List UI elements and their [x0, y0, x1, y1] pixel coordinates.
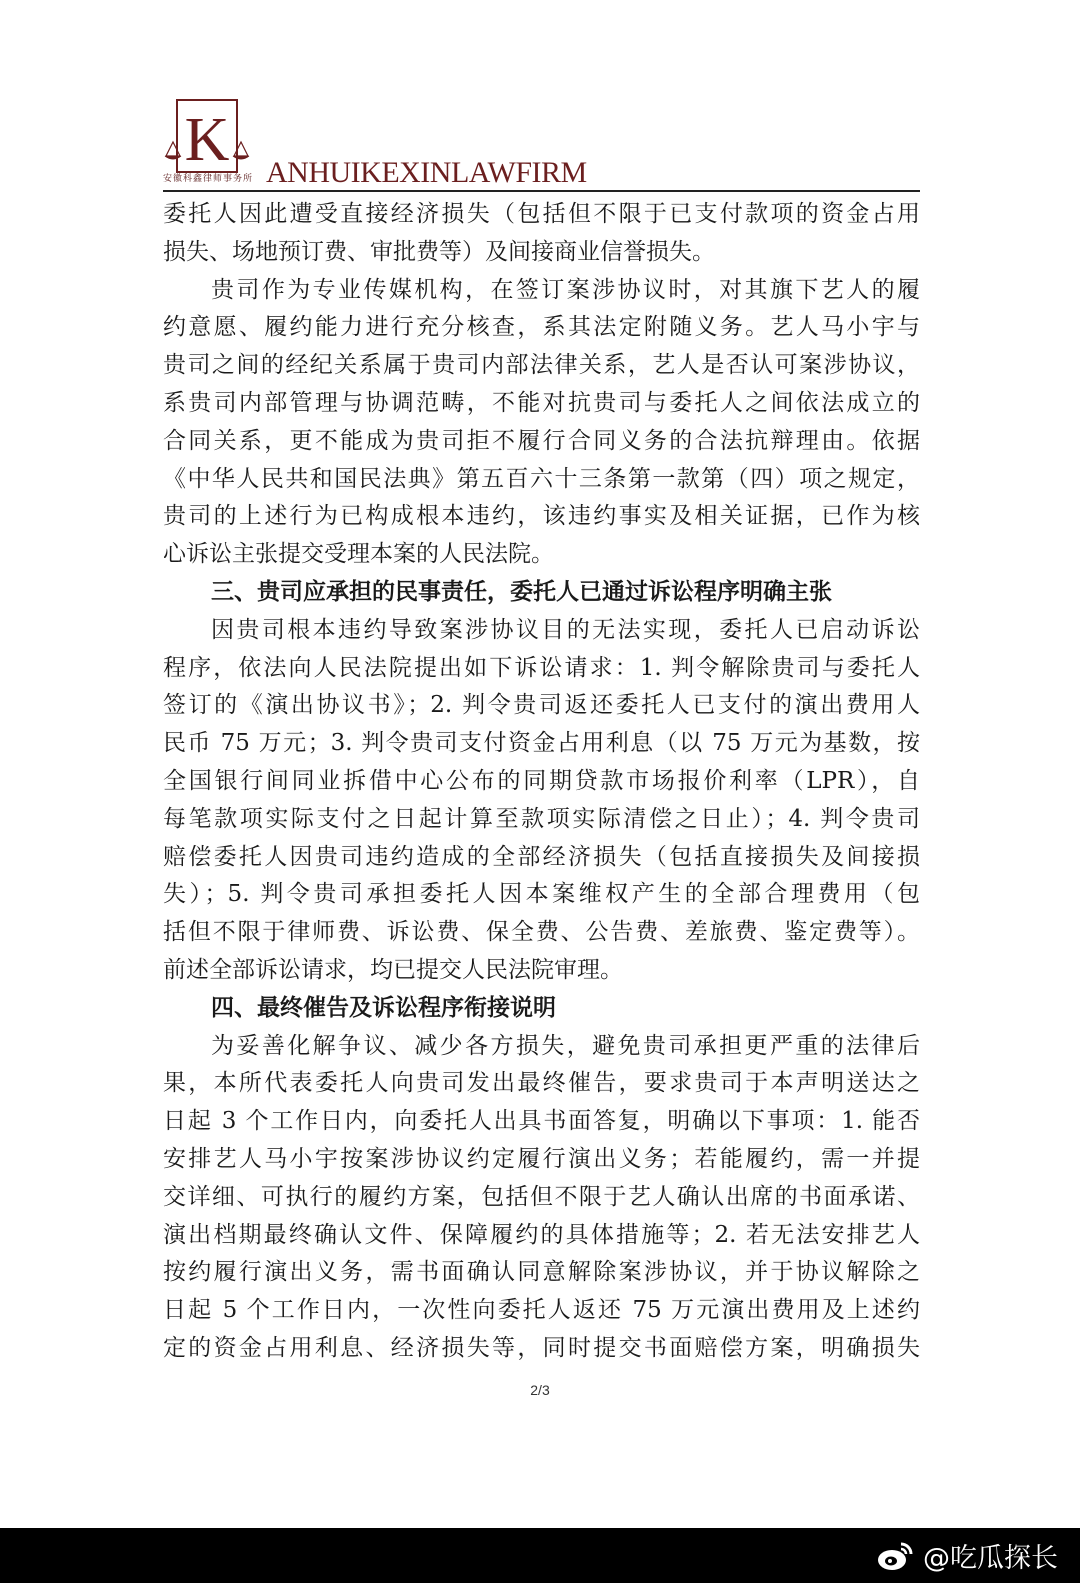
paragraph-4 — [163, 1028, 920, 1368]
text-line: 括但不限于律师费、诉讼费、保全费、公告费、差旅费、鉴定费等）。 — [163, 919, 920, 946]
text-line: 民币 75 万元；3. 判令贵司支付资金占用利息（以 75 万元为基数，按 — [163, 730, 920, 757]
text-line: 程序，依法向人民法院提出如下诉讼请求：1. 判令解除贵司与委托人 — [163, 654, 920, 681]
text-line: 安排艺人马小宇按案涉协议约定履行演出义务；若能履约，需一并提 — [163, 1145, 920, 1172]
text-line: 合同关系，更不能成为贵司拒不履行合同义务的合法抗辩理由。依据 — [163, 427, 920, 454]
text-line: 贵司的上述行为已构成根本违约，该违约事实及相关证据，已作为核 — [163, 503, 920, 530]
text-line: 失）；5. 判令贵司承担委托人因本案维权产生的全部合理费用（包 — [163, 881, 920, 908]
text-line: 系贵司内部管理与协调范畴，不能对抗贵司与委托人之间依法成立的 — [163, 389, 920, 416]
text-line: 签订的《演出协议书》；2. 判令贵司返还委托人已支付的演出费用人 — [163, 692, 920, 719]
weibo-icon — [877, 1540, 915, 1572]
text-line: 约意愿、履约能力进行充分核查，系其法定附随义务。艺人马小宇与 — [163, 314, 920, 341]
watermark-bar — [0, 1528, 1080, 1583]
firm-name-cn: 安徽科鑫律师事务所 — [163, 174, 254, 184]
svg-text:K: K — [184, 106, 230, 174]
text-line: 演出档期最终确认文件、保障履约的具体措施等；2. 若无法安排艺人 — [163, 1221, 920, 1248]
paragraph-3 — [163, 612, 920, 990]
paragraph-2 — [163, 272, 920, 574]
text-line: 委托人因此遭受直接经济损失（包括但不限于已支付款项的资金占用 — [163, 201, 920, 227]
text-line: 损失、场地预订费、审批费等）及间接商业信誉损失。 — [163, 238, 715, 265]
text-line: 全国银行间同业拆借中心公布的同期贷款市场报价利率（LPR），自 — [163, 767, 920, 794]
watermark-text: @吃瓜探长 — [923, 1543, 1058, 1574]
section-heading-4: 四、最终催告及诉讼程序衔接说明 — [211, 994, 556, 1021]
text-line: 《中华人民共和国民法典》第五百六十三条第一款第（四）项之规定， — [163, 465, 920, 492]
text-line: 为妥善化解争议、减少各方损失，避免贵司承担更严重的法律后 — [211, 1032, 920, 1059]
text-line: 定的资金占用利息、经济损失等，同时提交书面赔偿方案，明确损失 — [163, 1334, 920, 1361]
text-line: 前述全部诉讼请求，均已提交人民法院审理。 — [163, 956, 623, 983]
text-line: 心诉讼主张提交受理本案的人民法院。 — [163, 541, 554, 568]
page-number: 2/3 — [530, 1382, 550, 1398]
section-heading-3: 三、贵司应承担的民事责任，委托人已通过诉讼程序明确主张 — [211, 578, 832, 605]
text-line: 日起 3 个工作日内，向委托人出具书面答复，明确以下事项：1. 能否 — [163, 1108, 920, 1135]
text-line: 因贵司根本违约导致案涉协议目的无法实现，委托人已启动诉讼 — [211, 616, 920, 643]
watermark — [877, 1536, 1058, 1575]
text-line: 交详细、可执行的履约方案，包括但不限于艺人确认出席的书面承诺、 — [163, 1183, 920, 1210]
text-line: 按约履行演出义务，需书面确认同意解除案涉协议，并于协议解除之 — [163, 1259, 920, 1286]
text-line: 赔偿委托人因贵司违约造成的全部经济损失（包括直接损失及间接损 — [163, 843, 920, 870]
document-body — [163, 196, 920, 1368]
text-line: 果，本所代表委托人向贵司发出最终催告，要求贵司于本声明送达之 — [163, 1070, 920, 1097]
firm-name-en: ANHUIKEXINLAWFIRM — [266, 156, 587, 189]
text-line: 贵司作为专业传媒机构，在签订案涉协议时，对其旗下艺人的履 — [211, 276, 920, 303]
text-line: 贵司之间的经纪关系属于贵司内部法律关系，艺人是否认可案涉协议， — [163, 352, 920, 379]
header-divider — [163, 190, 920, 192]
text-line: 日起 5 个工作日内，一次性向委托人返还 75 万元演出费用及上述约 — [163, 1297, 920, 1324]
text-line: 每笔款项实际支付之日起计算至款项实际清偿之日止）；4. 判令贵司 — [163, 805, 920, 832]
paragraph-1 — [163, 196, 920, 272]
